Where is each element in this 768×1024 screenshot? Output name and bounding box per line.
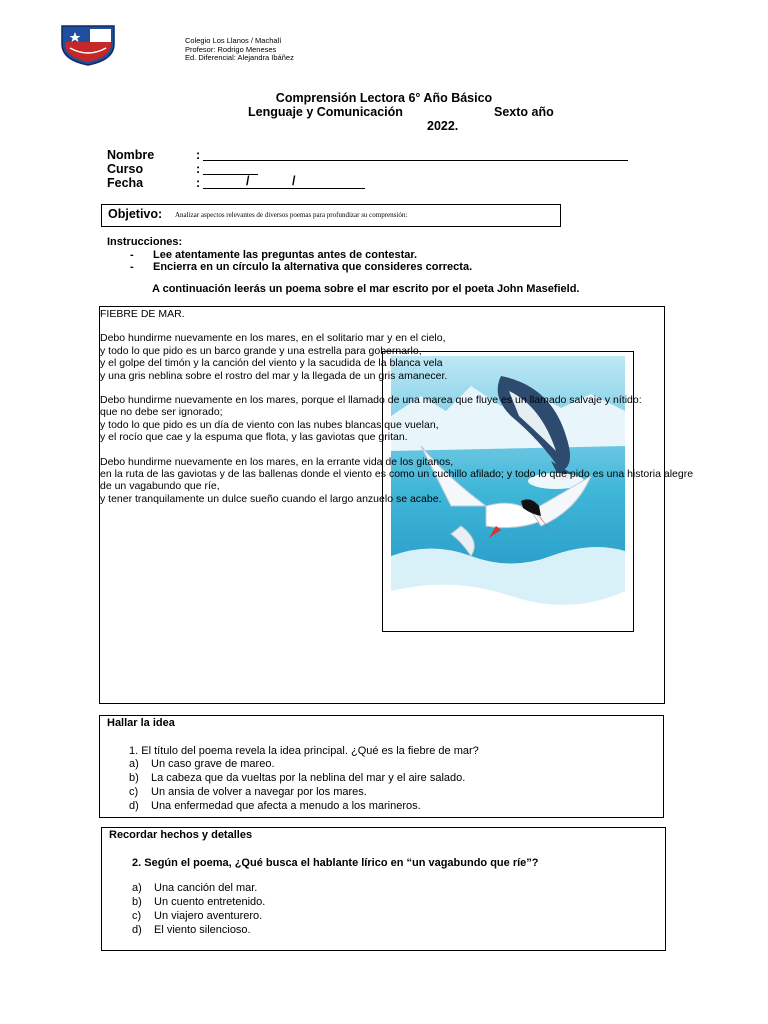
poem-text — [100, 308, 693, 505]
poem-line: y una gris neblina sobre el rostro del mar y la llegada de un gris amanecer. — [100, 369, 448, 382]
option-letter: b) — [132, 896, 142, 908]
option-letter: a) — [129, 758, 139, 770]
colon: : — [196, 148, 201, 162]
option-letter: b) — [129, 772, 139, 784]
question-number: 1. — [129, 745, 139, 757]
option-b[interactable] — [129, 771, 465, 785]
poem-stanza — [100, 456, 693, 506]
grade-title: Sexto año — [494, 105, 554, 119]
poem-line: Debo hundirme nuevamente en los mares, en la errante vida de los gitanos, — [100, 455, 454, 468]
option-d[interactable] — [132, 923, 251, 937]
option-text: El viento silencioso. — [154, 924, 251, 936]
dash: - — [130, 261, 134, 273]
poem-title: FIEBRE DE MAR. — [100, 308, 185, 320]
instruction-text: Encierra en un círculo la alternativa que consideres correcta. — [153, 261, 473, 273]
instructions — [107, 236, 472, 274]
poem-line: Debo hundirme nuevamente en los mares, porque el llamado de una marea que fluye es un llamado salvaje y nítido: — [100, 394, 642, 407]
option-text: Una canción del mar. — [154, 882, 258, 894]
poem-stanza — [100, 332, 693, 382]
poem-line: y todo lo que pido es un día de viento con las nubes blancas que vuelan, — [100, 418, 439, 431]
option-text: La cabeza que da vueltas por la neblina del mar y el aire salado. — [151, 772, 466, 784]
option-text: Un cuento entretenido. — [154, 896, 266, 908]
objective-text: Analizar aspectos relevantes de diversos poemas para profundizar su comprensión: — [175, 211, 408, 219]
course-label: Curso — [107, 162, 144, 176]
question-1-box — [99, 715, 664, 818]
question-prompt: El título del poema revela la idea principal. ¿Qué es la fiebre de mar? — [141, 745, 479, 757]
date-label: Fecha — [107, 176, 144, 190]
special-ed-teacher: Ed. Diferencial: Alejandra Ibáñez — [185, 53, 294, 62]
option-c[interactable] — [132, 909, 262, 923]
school-shield-logo — [60, 24, 116, 66]
poem-line: y el golpe del timón y la canción del viento y la sacudida de la blanca vela — [100, 357, 443, 370]
colon: : — [196, 162, 201, 176]
option-text: Un viajero aventurero. — [154, 910, 263, 922]
dash: - — [130, 248, 134, 261]
option-d[interactable] — [129, 799, 421, 813]
section-title: Recordar hechos y detalles — [109, 829, 253, 841]
year-title: 2022. — [427, 119, 459, 133]
question-number: 2. — [132, 857, 142, 869]
date-slash: / — [292, 174, 296, 188]
objective-box — [101, 204, 561, 227]
poem-line: y el rocío que cae y la espuma que flota, y las gaviotas que gritan. — [100, 431, 408, 444]
poem-stanza — [100, 394, 693, 444]
poem-line: que no debe ser ignorado; — [100, 406, 223, 419]
option-text: Un caso grave de mareo. — [151, 758, 275, 770]
school-info — [185, 37, 294, 63]
option-a[interactable] — [132, 881, 257, 895]
poem-intro: A continuación leerás un poema sobre el mar escrito por el poeta John Masefield. — [152, 283, 580, 295]
section-title: Hallar la idea — [107, 717, 175, 729]
instructions-label: Instrucciones: — [107, 236, 183, 248]
question-1-text — [129, 744, 479, 758]
date-slash: / — [246, 174, 250, 188]
page-title: Comprensión Lectora 6° Año Básico — [275, 91, 493, 105]
poem-line: en la ruta de las gaviotas y de las ballenas donde el viento es como un cuchillo afilado; y todo lo que pido es una historia alegre — [100, 468, 694, 481]
poem-line: Debo hundirme nuevamente en los mares, en el solitario mar y en el cielo, — [100, 332, 446, 345]
name-label: Nombre — [107, 148, 155, 162]
question-2-box — [101, 827, 666, 951]
option-a[interactable] — [129, 757, 275, 771]
option-text: Un ansia de volver a navegar por los mares. — [151, 786, 367, 798]
option-letter: d) — [129, 800, 139, 812]
option-letter: a) — [132, 882, 142, 894]
question-2-text — [132, 856, 539, 870]
name-field[interactable] — [203, 147, 628, 161]
instruction-text: Lee atentamente las preguntas antes de contestar. — [153, 248, 418, 261]
subject-title: Lenguaje y Comunicación — [248, 105, 403, 119]
poem-line: y todo lo que pido es un barco grande y una estrella para gobernarlo, — [100, 344, 422, 357]
instruction-item — [107, 261, 472, 274]
course-field[interactable] — [203, 161, 258, 175]
objective-label: Objetivo: — [108, 207, 163, 221]
question-prompt: Según el poema, ¿Qué busca el hablante lírico en “un vagabundo que ríe”? — [144, 857, 539, 869]
colon: : — [196, 176, 201, 190]
teacher-name: Profesor: Rodrigo Meneses — [185, 44, 277, 54]
option-letter: c) — [132, 910, 142, 922]
option-c[interactable] — [129, 785, 367, 799]
option-b[interactable] — [132, 895, 265, 909]
option-letter: c) — [129, 786, 139, 798]
school-name: Colegio Los Llanos / Machalí — [185, 36, 282, 45]
date-field[interactable] — [203, 175, 365, 189]
option-letter: d) — [132, 924, 142, 936]
instruction-item — [107, 249, 472, 262]
poem-line: y tener tranquilamente un dulce sueño cuando el largo anzuelo se acabe. — [100, 492, 442, 505]
poem-line: de un vagabundo que ríe, — [100, 480, 220, 493]
option-text: Una enfermedad que afecta a menudo a los marineros. — [151, 800, 421, 812]
